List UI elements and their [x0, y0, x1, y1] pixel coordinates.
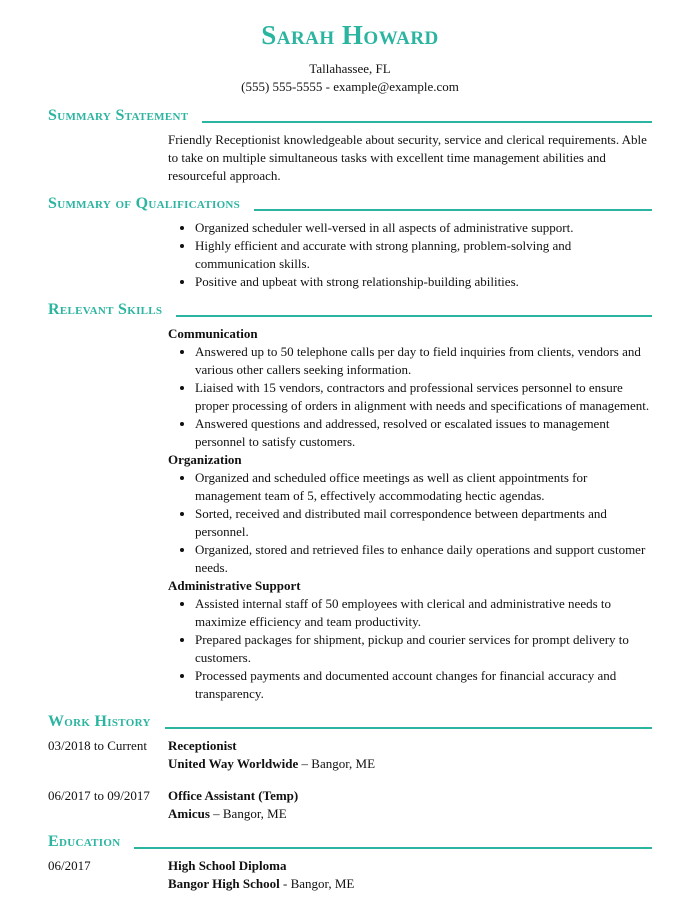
- work-location: – Bangor, ME: [298, 756, 376, 771]
- education-date: 06/2017: [48, 858, 91, 873]
- skill-item: • Liaised with 15 vendors, contractors and professional services personnel to ensure proper processing of orders in alignment with needs and specifications of management.: [195, 379, 652, 415]
- section-title: Education: [48, 833, 121, 850]
- skill-item: • Answered up to 50 telephone calls per day to field inquiries from clients, vendors and various other callers seeking information.: [195, 343, 652, 379]
- section-skills: [48, 298, 652, 703]
- skill-item: • Prepared packages for shipment, pickup and courier services for prompt delivery to customers.: [195, 631, 652, 667]
- employer: United Way Worldwide: [168, 756, 299, 771]
- work-details: [168, 787, 298, 823]
- section-title: Summary Statement: [48, 107, 189, 124]
- section-divider: [176, 315, 652, 317]
- candidate-name: Sarah Howard: [261, 20, 439, 50]
- qualification-item: • Organized scheduler well-versed in all aspects of administrative support.: [195, 219, 652, 237]
- section-qualifications: [48, 192, 652, 291]
- employer: Amicus: [168, 806, 210, 821]
- skill-list: [168, 595, 652, 703]
- job-title: Receptionist: [168, 738, 237, 753]
- school-line: [168, 875, 354, 893]
- skill-group-title: Organization: [168, 452, 242, 467]
- section-summary: [48, 104, 652, 185]
- skill-group-title: Communication: [168, 326, 258, 341]
- skill-item: • Organized, stored and retrieved files to enhance daily operations and support customer needs.: [195, 541, 652, 577]
- skill-item: • Processed payments and documented account changes for financial accuracy and transparency.: [195, 667, 652, 703]
- work-dates: 06/2017 to 09/2017: [48, 788, 150, 803]
- school-location: - Bangor, ME: [279, 876, 355, 891]
- job-title: Office Assistant (Temp): [168, 788, 299, 803]
- location: Tallahassee, FL: [309, 61, 391, 76]
- section-divider: [134, 847, 652, 849]
- summary-text: Friendly Receptionist knowledgeable about security, service and clerical requirements. Able to take on multiple simultaneous tasks with excellent time management abilities and resourceful approach.: [168, 132, 647, 183]
- degree: High School Diploma: [168, 858, 287, 873]
- education-details: [168, 857, 354, 893]
- school: Bangor High School: [168, 876, 280, 891]
- contact-info: (555) 555-5555 - example@example.com: [241, 79, 459, 94]
- section-work-history: [48, 710, 652, 823]
- skill-item: • Sorted, received and distributed mail correspondence between departments and personnel.: [195, 505, 652, 541]
- skill-item: • Answered questions and addressed, resolved or escalated issues to management personnel to satisfy customers.: [195, 415, 652, 451]
- work-entry: [48, 787, 652, 823]
- qualification-item: • Positive and upbeat with strong relationship-building abilities.: [195, 273, 652, 291]
- section-education: [48, 830, 652, 893]
- skill-group-title: Administrative Support: [168, 578, 301, 593]
- section-divider: [254, 209, 652, 211]
- skill-list: [168, 343, 652, 451]
- qualification-item: • Highly efficient and accurate with strong planning, problem-solving and communication skills.: [195, 237, 652, 273]
- section-divider: [165, 727, 652, 729]
- section-title: Summary of Qualifications: [48, 195, 241, 212]
- section-divider: [202, 121, 652, 123]
- section-title: Relevant Skills: [48, 301, 163, 318]
- employer-line: [168, 755, 375, 773]
- employer-line: [168, 805, 298, 823]
- skill-item: • Assisted internal staff of 50 employees with clerical and administrative needs to maximize efficiency and team productivity.: [195, 595, 652, 631]
- skill-list: [168, 469, 652, 577]
- work-entry: [48, 737, 652, 773]
- section-title: Work History: [48, 713, 151, 730]
- work-details: [168, 737, 375, 773]
- education-entry: [48, 857, 652, 893]
- contact-block: [0, 60, 700, 96]
- skill-item: • Organized and scheduled office meetings as well as client appointments for management team of 5, effectively accommodating hectic agendas.: [195, 469, 652, 505]
- work-location: – Bangor, ME: [209, 806, 287, 821]
- resume-content: [48, 104, 652, 900]
- work-dates: 03/2018 to Current: [48, 738, 147, 753]
